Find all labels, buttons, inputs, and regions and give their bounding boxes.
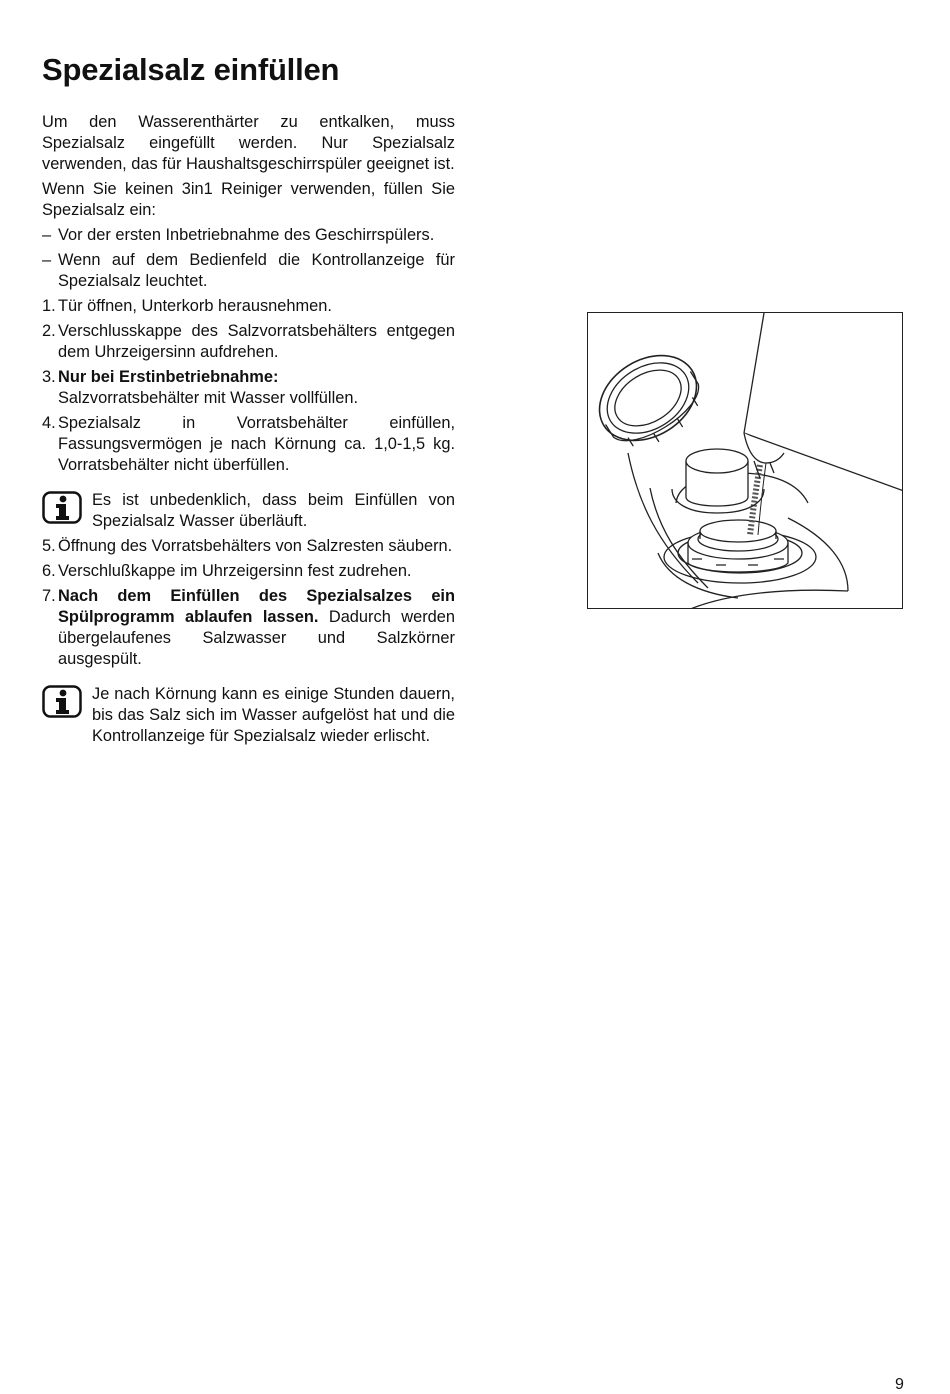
content-column	[42, 112, 455, 751]
step-text: Verschlußkappe im Uhrzeigersinn fest zudrehen.	[58, 562, 412, 580]
step-text: Salzvorratsbehälter mit Wasser vollfüllen.	[58, 389, 358, 407]
step-text: Tür öffnen, Unterkorb herausnehmen.	[58, 297, 332, 315]
page-title: Spezialsalz einfüllen	[42, 52, 340, 87]
note-text: Je nach Körnung kann es einige Stunden dauern, bis das Salz sich im Wasser aufgelöst hat und die Kontrollanzeige für Spezialsalz wieder erlischt.	[92, 685, 455, 745]
list-item	[42, 225, 455, 246]
step-number: 1.	[42, 297, 56, 315]
step-text: Öffnung des Vorratsbehälters von Salzresten säubern.	[58, 537, 453, 555]
step-2	[42, 321, 455, 363]
list-item	[42, 250, 455, 292]
list-item-text: Vor der ersten Inbetriebnahme des Geschirrspülers.	[58, 226, 435, 244]
note-text: Es ist unbedenklich, dass beim Einfüllen von Spezialsalz Wasser überläuft.	[92, 491, 455, 530]
info-note	[42, 684, 455, 747]
step-6	[42, 561, 455, 582]
step-number: 3.	[42, 368, 56, 386]
dash-marker: –	[42, 226, 52, 244]
info-note	[42, 490, 455, 532]
salt-container-illustration	[587, 312, 903, 609]
dash-marker: –	[42, 251, 52, 269]
step-number: 5.	[42, 537, 56, 555]
step-bold-text: Nur bei Erstinbetriebnahme:	[58, 368, 279, 386]
intro-paragraph: Wenn Sie keinen 3in1 Reiniger verwenden, füllen Sie Spezialsalz ein:	[42, 180, 455, 219]
step-5	[42, 536, 455, 557]
step-number: 7.	[42, 587, 56, 605]
step-text: Dadurch werden übergelaufenes Salzwasser und Salzkörner ausgespült.	[58, 608, 456, 668]
page-number: 9	[895, 1376, 904, 1393]
info-i-icon	[42, 490, 92, 532]
intro-paragraph: Um den Wasserenthärter zu entkalken, muss Spezialsalz eingefüllt werden. Nur Spezialsalz verwenden, das für Haushaltsgeschirrspüler geeignet ist.	[42, 113, 455, 173]
info-i-icon	[42, 684, 92, 747]
step-number: 4.	[42, 414, 56, 432]
step-bold-text: Nach dem Einfüllen des Spezialsalzes ein Spülprogramm ablaufen lassen.	[58, 587, 455, 626]
step-text: Spezialsalz in Vorratsbehälter einfüllen, Fassungsvermögen je nach Körnung ca. 1,0-1,5 kg. Vorratsbehälter nicht überfüllen.	[58, 414, 455, 474]
step-3	[42, 367, 455, 409]
step-4	[42, 413, 455, 476]
step-1	[42, 296, 455, 317]
step-text: Verschlusskappe des Salzvorratsbehälters entgegen dem Uhrzeigersinn aufdrehen.	[58, 322, 455, 361]
list-item-text: Wenn auf dem Bedienfeld die Kontrollanzeige für Spezialsalz leuchtet.	[58, 251, 455, 290]
step-number: 6.	[42, 562, 56, 580]
step-number: 2.	[42, 322, 56, 340]
step-7	[42, 586, 455, 670]
